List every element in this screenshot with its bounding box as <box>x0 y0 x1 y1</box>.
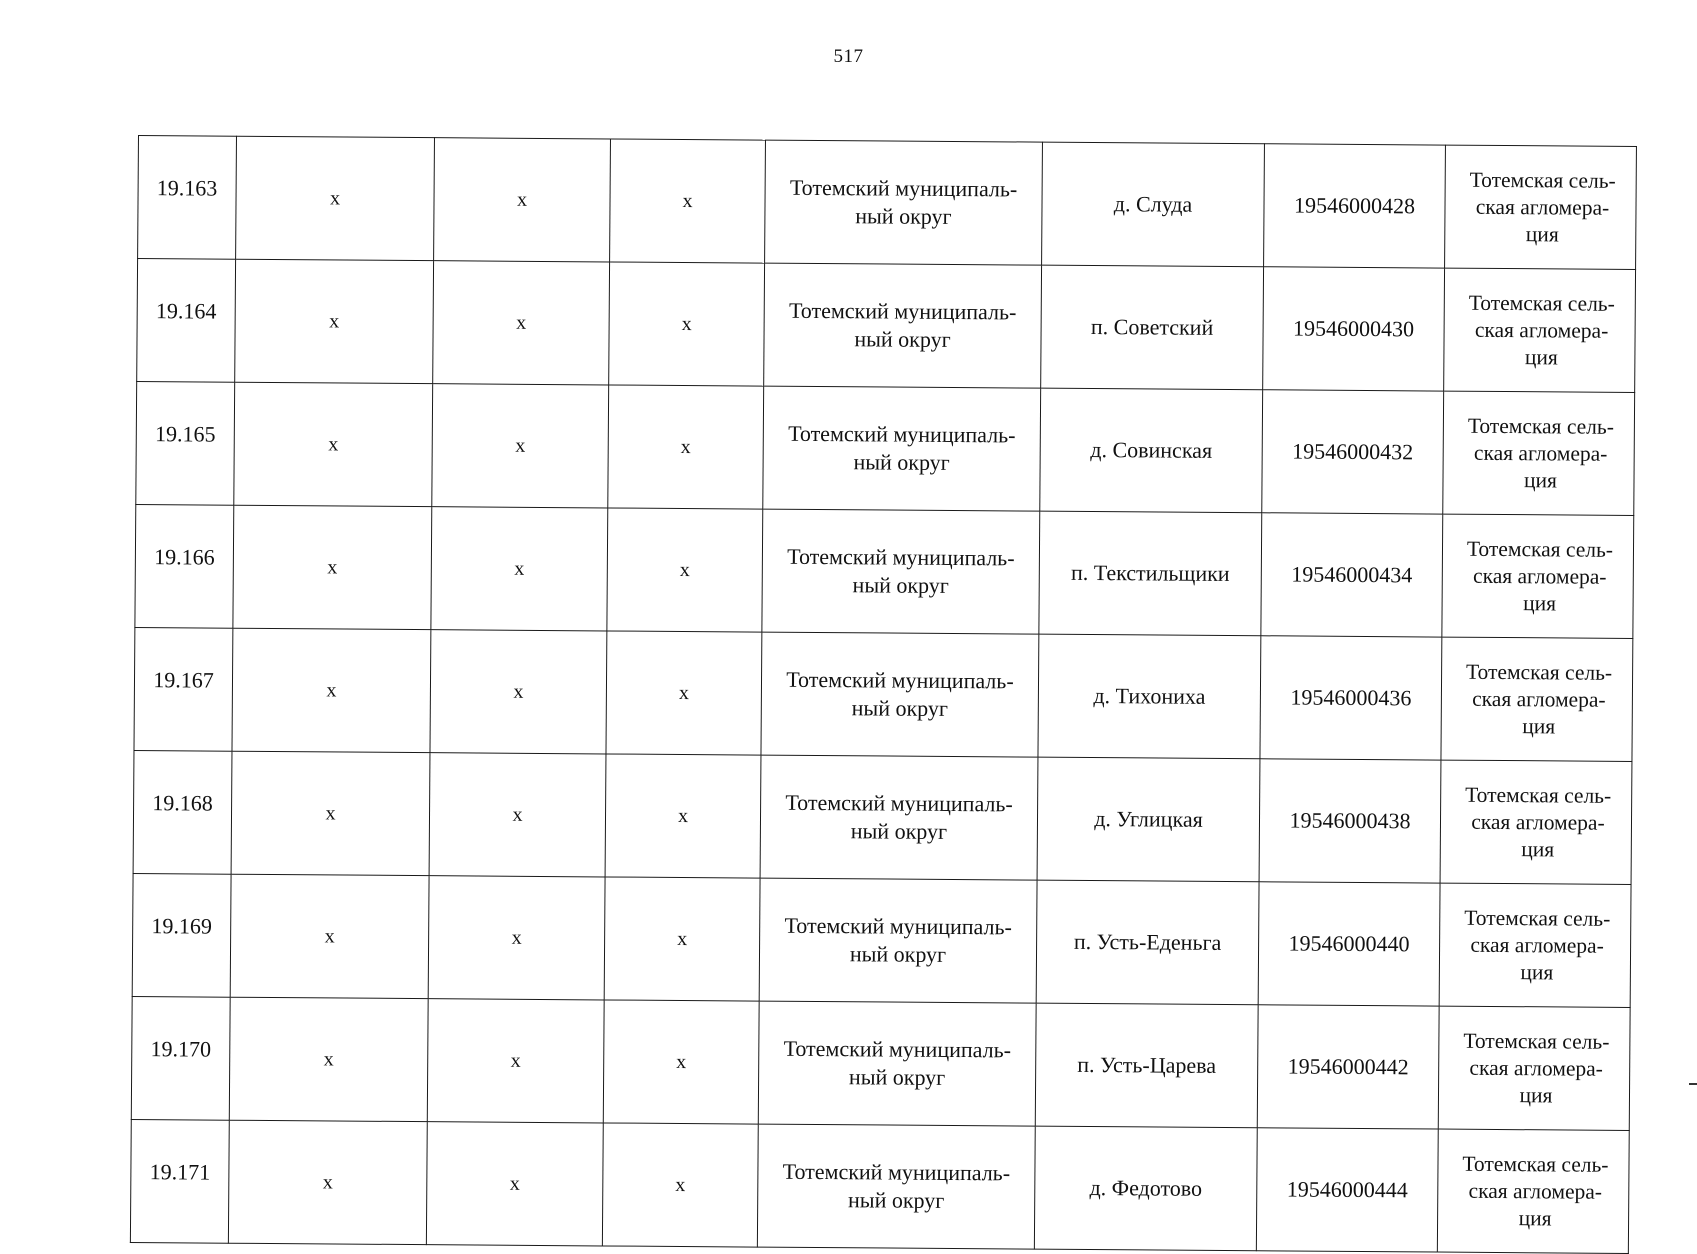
district-line: Тотемский муниципаль- <box>788 297 1017 325</box>
district-line: Тотемский муниципаль- <box>782 1158 1011 1186</box>
x-cell: x <box>434 138 611 262</box>
district-cell <box>762 509 1040 634</box>
district-line: ный округ <box>848 1064 946 1090</box>
agglomeration-cell <box>1437 1129 1629 1253</box>
row-number-cell: 19.165 <box>136 381 235 505</box>
row-number-cell: 19.170 <box>131 996 230 1120</box>
agglomeration-line: Тотемская сель- <box>1463 1028 1610 1054</box>
x-cell: x <box>235 259 434 383</box>
x-cell: x <box>602 1123 758 1247</box>
oktmo-code-cell: 19546000444 <box>1256 1128 1438 1252</box>
agglomeration-line: ская агломера- <box>1475 194 1610 220</box>
x-cell: x <box>229 997 428 1121</box>
agglomeration-cell <box>1438 1006 1630 1130</box>
row-number-cell: 19.163 <box>138 136 237 260</box>
agglomeration-cell <box>1440 760 1632 884</box>
agglomeration-line: Тотемская сель- <box>1465 782 1612 808</box>
agglomeration-line: ция <box>1523 467 1558 492</box>
district-line: ный округ <box>853 449 950 475</box>
agglomeration-line: Тотемская сель- <box>1462 1151 1609 1177</box>
x-cell: x <box>233 505 432 629</box>
agglomeration-line: Тотемская сель- <box>1469 167 1616 193</box>
agglomeration-line: ция <box>1521 836 1555 861</box>
district-line: ный округ <box>855 203 952 229</box>
settlements-table <box>130 135 1637 1254</box>
x-cell: x <box>605 754 761 878</box>
oktmo-code-cell: 19546000428 <box>1264 144 1446 268</box>
table-row <box>131 996 1630 1130</box>
district-cell <box>760 755 1038 880</box>
agglomeration-line: Тотемская сель- <box>1464 905 1611 931</box>
district-line: Тотемский муниципаль- <box>787 543 1015 571</box>
x-cell: x <box>431 507 608 631</box>
x-cell: x <box>228 1120 427 1244</box>
agglomeration-cell <box>1444 268 1636 392</box>
agglomeration-line: ция <box>1519 1082 1553 1107</box>
agglomeration-cell <box>1445 145 1637 269</box>
agglomeration-line: ция <box>1525 221 1559 246</box>
agglomeration-line: ская агломера- <box>1469 1055 1603 1081</box>
district-line: ный округ <box>854 326 951 352</box>
district-cell <box>757 1124 1035 1249</box>
agglomeration-line: Тотемская сель- <box>1467 413 1615 439</box>
settlement-cell: д. Федотово <box>1034 1126 1257 1251</box>
table-wrapper <box>130 135 1636 1254</box>
table-row <box>133 750 1632 884</box>
x-cell: x <box>234 382 433 506</box>
settlement-cell: п. Усть-Еденьга <box>1036 880 1259 1005</box>
district-cell <box>764 263 1042 388</box>
district-cell <box>765 140 1043 265</box>
agglomeration-line: ция <box>1518 1205 1552 1230</box>
x-cell: x <box>428 876 605 1000</box>
agglomeration-cell <box>1439 883 1631 1007</box>
agglomeration-line: ская агломера- <box>1473 563 1607 589</box>
x-cell: x <box>607 508 763 632</box>
table-row <box>138 136 1637 270</box>
oktmo-code-cell: 19546000440 <box>1258 882 1440 1006</box>
x-cell: x <box>232 628 431 752</box>
table-body <box>130 136 1636 1254</box>
table-row <box>130 1119 1629 1253</box>
district-line: Тотемский муниципаль- <box>784 912 1012 940</box>
district-line: Тотемский муниципаль- <box>788 420 1016 448</box>
agglomeration-line: ская агломера- <box>1468 1178 1603 1204</box>
settlement-cell: д. Совинская <box>1040 388 1263 513</box>
table-row <box>134 627 1633 761</box>
oktmo-code-cell: 19546000430 <box>1263 267 1445 391</box>
table-row <box>136 381 1635 515</box>
district-line: ный округ <box>851 695 949 721</box>
row-number-cell: 19.166 <box>135 504 234 628</box>
x-cell: x <box>609 262 765 386</box>
table-row <box>135 504 1634 638</box>
agglomeration-line: ция <box>1522 713 1556 738</box>
settlement-cell: п. Советский <box>1041 265 1264 390</box>
x-cell: x <box>231 751 430 875</box>
agglomeration-line: ция <box>1520 959 1554 984</box>
x-cell: x <box>230 874 429 998</box>
x-cell: x <box>608 385 764 509</box>
row-number-cell: 19.164 <box>137 259 236 383</box>
district-line: Тотемский муниципаль- <box>785 789 1013 817</box>
x-cell: x <box>604 877 760 1001</box>
table-row <box>137 259 1636 393</box>
district-cell <box>763 386 1041 511</box>
oktmo-code-cell: 19546000432 <box>1262 390 1444 514</box>
settlement-cell: д. Слуда <box>1042 142 1265 267</box>
agglomeration-cell <box>1443 391 1635 515</box>
x-cell: x <box>433 261 610 385</box>
row-number-cell: 19.168 <box>133 750 232 874</box>
x-cell: x <box>427 999 604 1123</box>
district-line: ный округ <box>852 572 949 598</box>
district-cell <box>759 878 1037 1003</box>
row-number-cell: 19.167 <box>134 627 233 751</box>
agglomeration-line: ская агломера- <box>1471 809 1605 835</box>
edge-mark <box>1689 1083 1697 1085</box>
oktmo-code-cell: 19546000436 <box>1260 636 1442 760</box>
district-line: ный округ <box>850 818 948 844</box>
x-cell: x <box>606 631 762 755</box>
x-cell: x <box>426 1122 603 1246</box>
oktmo-code-cell: 19546000438 <box>1259 759 1441 883</box>
table-row <box>132 873 1631 1007</box>
district-cell <box>761 632 1039 757</box>
agglomeration-line: ция <box>1523 590 1557 615</box>
settlement-cell: п. Усть-Царева <box>1035 1003 1258 1128</box>
oktmo-code-cell: 19546000434 <box>1261 513 1443 637</box>
agglomeration-line: ская агломера- <box>1472 686 1606 712</box>
row-number-cell: 19.171 <box>130 1119 229 1243</box>
settlement-cell: д. Углицкая <box>1037 757 1260 882</box>
settlement-cell: д. Тихониха <box>1038 634 1261 759</box>
x-cell: x <box>432 384 609 508</box>
x-cell: x <box>430 630 607 754</box>
district-line: Тотемский муниципаль- <box>783 1035 1012 1063</box>
settlement-cell: п. Текстильщики <box>1039 511 1262 636</box>
district-line: Тотемский муниципаль- <box>789 174 1018 202</box>
agglomeration-line: ская агломера- <box>1473 440 1608 466</box>
page-number: 517 <box>833 46 864 67</box>
agglomeration-line: ская агломера- <box>1474 317 1609 343</box>
agglomeration-cell <box>1442 514 1634 638</box>
row-number-cell: 19.169 <box>132 873 231 997</box>
district-line: ный округ <box>847 1187 945 1213</box>
agglomeration-line: Тотемская сель- <box>1468 290 1615 316</box>
oktmo-code-cell: 19546000442 <box>1257 1005 1439 1129</box>
agglomeration-cell <box>1441 637 1633 761</box>
district-cell <box>758 1001 1036 1126</box>
district-line: Тотемский муниципаль- <box>786 666 1014 694</box>
agglomeration-line: Тотемская сель- <box>1465 659 1613 685</box>
x-cell: x <box>610 139 766 263</box>
x-cell: x <box>603 1000 759 1124</box>
x-cell: x <box>429 753 606 877</box>
district-line: ный округ <box>849 941 947 967</box>
x-cell: x <box>236 136 435 260</box>
agglomeration-line: ция <box>1524 344 1558 369</box>
agglomeration-line: ская агломера- <box>1470 932 1604 958</box>
agglomeration-line: Тотемская сель- <box>1466 536 1614 562</box>
